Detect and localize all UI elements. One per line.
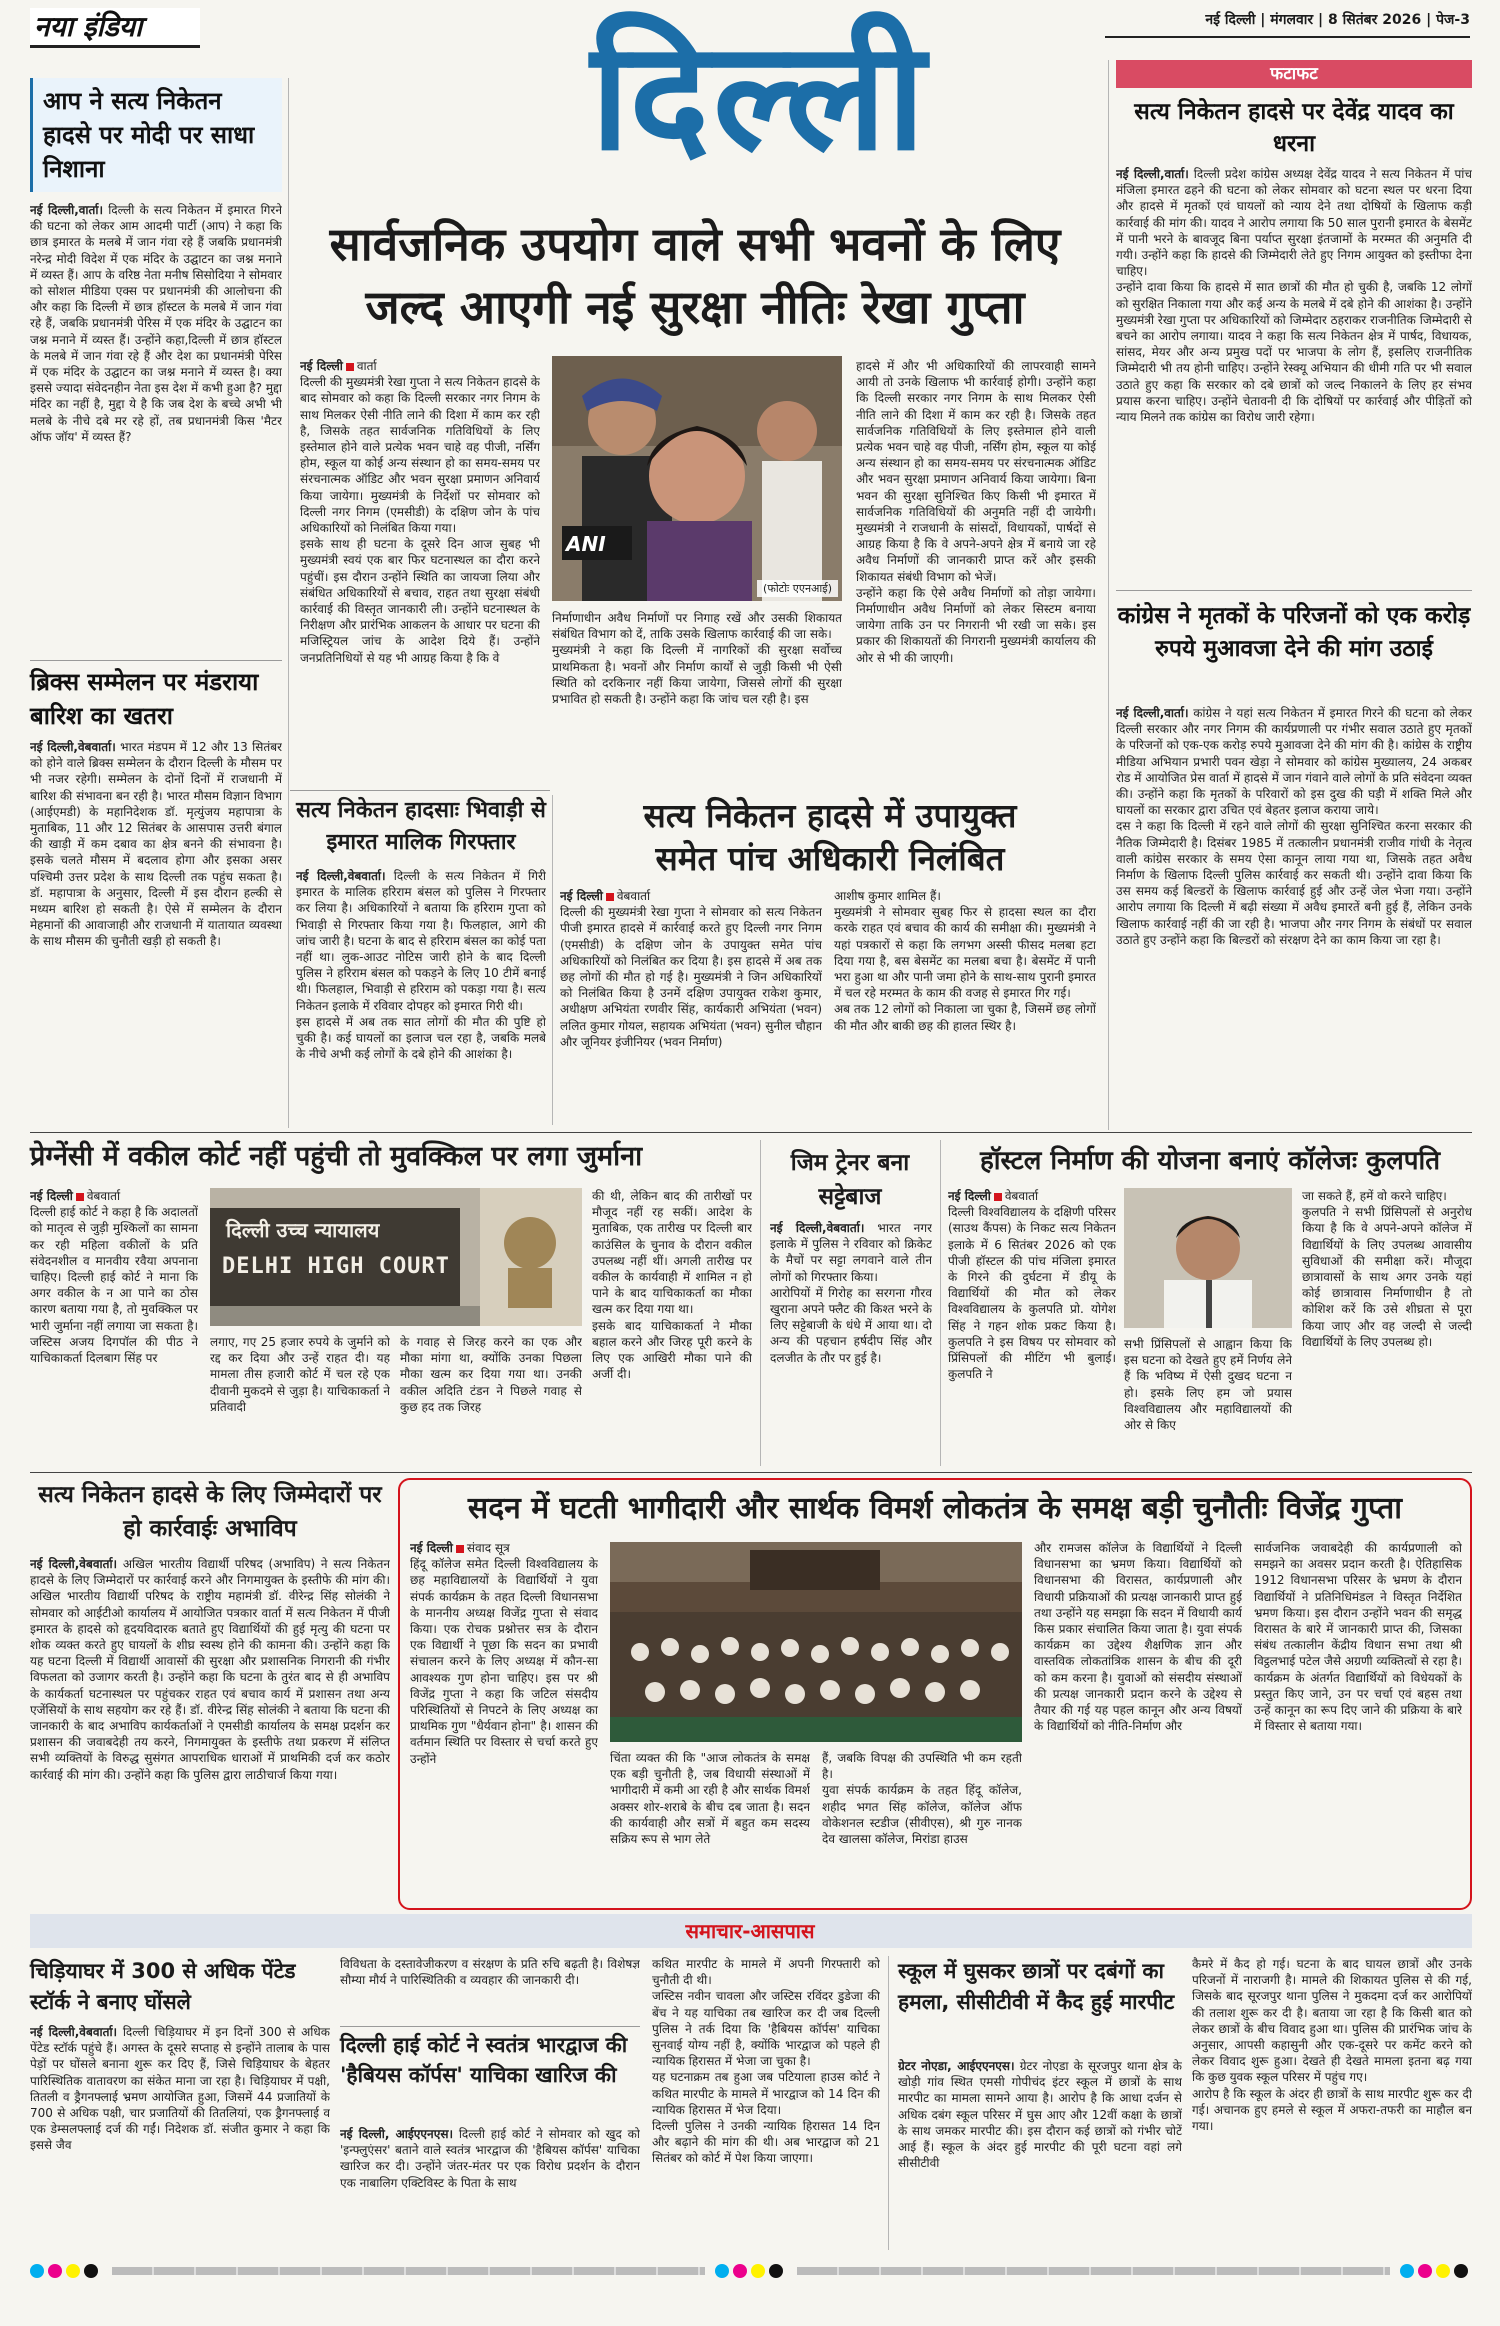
ani-badge: ANI [566, 532, 606, 556]
lead-col-2-text: निर्माणाधीन अवैध निर्माणों पर निगाह रखें और उसकी शिकायत संबंधित विभाग को दें, ताकि उसके खिलाफ कार्रवाई की जा सके। मुख्यमंत्री ने कहा कि दिल्ली में नागरिकों की सुरक्षा सर्वोच्च प्राथमिकता है। भवनों और निर्माण कार्यों से जुड़ी किसी भी ऐसी स्थिति को दरकिनार नहीं किया जायेगा, जिससे लोगों की सुरक्षा प्रभावित हो सकती है। उन्होंने कहा कि जांच चल रही है। इस [552, 611, 842, 707]
hostel-col-2-text: सभी प्रिंसिपलों से आह्वान किया कि इस घटना को देखते हुए हमें निर्णय लेने हैं कि भविष्य में ऐसी दुखद घटना न हो। इसके लिए हम जो प्रयास विश्वविद्यालय और महाविद्यालयों की ओर से किए [1124, 1337, 1292, 1433]
vijender-col-4 [1034, 1540, 1242, 1902]
suspended-col-2 [834, 888, 1096, 1126]
bhiwadi-headline: सत्य निकेतन हादसाः भिवाड़ी से इमारत मालिक गिरफ्तार [296, 798, 546, 855]
lead-col-3 [856, 358, 1096, 788]
court-col-1-text: दिल्ली हाई कोर्ट ने कहा है कि अदालतों को मातृत्व से जुड़ी मुश्किलों का सामना कर रही महिला वकीलों के प्रति संवेदनशील व मानवीय रवैया अपनाना चाहिए। दिल्ली हाई कोर्ट ने माना कि अगर वकील के न आ पाने का ठोस कारण बताया गया है, तो मुवक्किल पर भारी जुर्माना नहीं लगाया जा सकता है। जस्टिस अजय दिगपॉल की पीठ ने याचिकाकर्ता दिलबाग सिंह पर [30, 1205, 198, 1366]
congress-body: कांग्रेस ने यहां सत्य निकेतन में इमारत गिरने की घटना को लेकर दिल्ली सरकार और नगर निगम की कार्यप्रणाली पर गंभीर सवाल उठाते हुए मृतकों के परिजनों को एक-एक करोड़ रुपये मुआवजा देने की मांग की है। कांग्रेस के राष्ट्रीय मीडिया अभियान प्रभारी पवन खेड़ा ने सोमवार को कांग्रेस मुख्यालय, 24 अकबर रोड में आयोजित प्रेस वार्ता में हादसे में जान गंवाने वाले लोगों के प्रति संवेदना व्यक्त की। उन्होंने कहा कि मृतकों के परिवारों को इस दुख की घड़ी में शक्ति मिले और घायलों का सरकार द्वारा उचित एवं बेहतर इलाज कराया जाये। दस ने कहा कि दिल्ली में रहने वाले लोगों की सुरक्षा सुनिश्चित करना सरकार की नैतिक जिम्मेदारी है। दिसंबर 1985 में तत्कालीन प्रधानमंत्री राजीव गांधी के नेतृत्व वाली कांग्रेस सरकार के समय ऐसा कानून लाया गया था, जिसके तहत अवैध निर्माण के खिलाफ दिल्ली पुलिस कार्रवाई कर सकती थी। उन्होंने दावा किया कि उस समय कई बिल्डरों के खिलाफ कार्रवाई हुई और उन्हें जेल भेजा गया। उन्होंने आरोप लगाया कि दिल्ली में बढ़ी संख्या में अवैध इमारतें बनी हुई हैं, लेकिन उनके खिलाफ कार्रवाई नहीं की जा रही है। भाजपा और नगर निगम के संबंधों पर सवाल उठाते हुए उन्होंने कहा कि बिल्डरों को संरक्षण देने का काम किया जा रहा है। [1116, 706, 1472, 947]
lead-agency: वार्ता [356, 359, 377, 373]
hostel-col-3 [1302, 1188, 1472, 1466]
aaspaas-divider [888, 1956, 889, 2250]
school-body: ग्रेटर नोएडा के सूरजपुर थाना क्षेत्र के खोड़ी गांव स्थित एमसी गोपीचंद इंटर स्कूल में छात्रों के साथ मारपीट का मामला सामने आया है। आरोप है कि आधा दर्जन से अधिक दबंग स्कूल परिसर में घुस आए और 12वीं कक्षा के छात्रों के साथ जमकर मारपीट की। इस दौरान कई छात्रों को गंभीर चोटें आई हैं। स्कूल के अंदर हुई मारपीट की पूरी घटना वहां लगे सीसीटीवी [898, 2059, 1182, 2171]
school-byline: ग्रेटर नोएडा, आईएएनएस। [898, 2059, 1015, 2073]
fatafat-box [1116, 60, 1472, 1126]
magenta-dot-icon [1418, 2264, 1432, 2278]
magenta-dot-icon [48, 2264, 62, 2278]
vijender-col-1-text: हिंदू कॉलेज समेत दिल्ली विश्वविद्यालय के छह महाविद्यालयों के विद्यार्थियों ने युवा संपर्क कार्यक्रम के तहत दिल्ली विधानसभा के माननीय अध्यक्ष विजेंद्र गुप्ता से संवाद किया। एक रोचक प्रश्नोत्तर सत्र के दौरान एक विद्यार्थी ने पूछा कि सदन का प्रभावी संचालन करने के लिए अध्यक्ष में कौन-सा आवश्यक गुण होना चाहिए। इस पर श्री विजेंद्र गुप्ता ने कहा कि जटिल संसदीय परिस्थितियों से निपटने के लिए अध्यक्ष का प्राथमिक गुण "धैर्यवान होना" है। शासन की वर्तमान स्थिति पर विस्तार से चर्चा करते हुए उन्होंने [410, 1557, 598, 1766]
suspended-col-2-text: आशीष कुमार शामिल हैं। मुख्यमंत्री ने सोमवार सुबह फिर से हादसा स्थल का दौरा करके राहत एवं बचाव की कार्य की समीक्षा की। मुख्यमंत्री ने यहां पत्रकारों से कहा कि लगभग अस्सी फीसद मलबा हटा दिया गया है, बस बेसमेंट का मलबा बचा है। बेसमेंट में पानी भरा हुआ था और पानी जमा होने के साथ-साथ पुरानी इमारत में चल रहे मरम्मत के काम की वजह से इमारत गिर गई। अब तक 12 लोगों को निकाला जा चुका है, जिसमें छह लोगों की मौत और बाकी छह की हालत स्थिर है। [834, 889, 1096, 1033]
hostel-col-3-text: जा सकते हैं, हमें वो करने चाहिए। कुलपति ने सभी प्रिंसिपलों से अनुरोध किया है कि वे अपने-अपने कॉलेज में विद्यार्थियों के लिए उपलब्ध आवासीय सुविधाओं की समीक्षा करें। मौजूदा छात्रावासों के साथ अगर उनके यहां कोई छात्रावास निर्माणाधीन है तो कोशिश करें कि उसे शीघ्रता से पूरा किया जाए और वह जल्दी से जल्दी विद्यार्थियों के लिए उपलब्ध हो। [1302, 1189, 1472, 1349]
vijender-col-3-text: हैं, जबकि विपक्ष की उपस्थिति भी कम रहती है। युवा संपर्क कार्यक्रम के तहत हिंदू कॉलेज, शहीद भगत सिंह कॉलेज, कॉलेज ऑफ वोकेशनल स्टडीज (सीवीएस), श्री गुरु नानक देव खालसा कॉलेज, मिरांडा हाउस [822, 1751, 1022, 1847]
vijender-col-1 [410, 1540, 598, 1902]
zoo-body-wrap [30, 2024, 330, 2250]
paper-logo-text: नया इंडिया [34, 10, 143, 43]
court-col-3-text: के गवाह से जिरह करने का एक और मौका मांगा था, क्योंकि उनका पिछला मौका खत्म कर दिया गया था। उनकी वकील अदिति टंडन ने पिछले गवाह से कुछ हद तक जिरह [400, 1335, 582, 1414]
suspended-agency: वेबवार्ता [616, 889, 651, 903]
school-col-2-text: कैमरे में कैद हो गई। घटना के बाद घायल छात्रों और उनके परिजनों में नाराजगी है। मामले की शिकायत पुलिस से की गई, जिसके बाद सूरजपुर थाना पुलिस ने मुकदमा दर्ज कर आरोपियों की तलाश शुरू कर दी है। बताया जा रहा है कि किसी बात को लेकर छात्रों के बीच विवाद हुआ था। पुलिस की प्रारंभिक जांच के अनुसार, आपसी कहासुनी और एक-दूसरे पर कमेंट करने को लेकर विवाद शुरू हुआ। देखते ही देखते मामला इतना बढ़ गया कि कुछ युवक स्कूल परिसर में पहुंच गए। आरोप है कि स्कूल के अंदर ही छात्रों के साथ मारपीट शुरू कर दी गई। अचानक हुए हमले से स्कूल में अफरा-तफरी का माहौल बन गया। [1192, 1957, 1472, 2134]
registration-strip [112, 2267, 705, 2275]
red-square-icon [456, 1545, 464, 1553]
red-square-icon [994, 1193, 1002, 1201]
registration-bar [30, 2262, 1472, 2280]
abvp-body: अखिल भारतीय विद्यार्थी परिषद (अभाविप) ने सत्य निकेतन हादसे के लिए जिम्मेदारों पर कार्रवाई करने और निगमायुक्त के इस्तीफे की मांग की। अखिल भारतीय विद्यार्थी परिषद के राष्ट्रीय महामंत्री डॉ. वीरेन्द्र सिंह सोलंकी ने सोमवार को आईटीओ कार्यालय में आयोजित पत्रकार वार्ता में सत्य निकेतन में पीजी इमारत के हादसे को हृदयविदारक बताते हुए विद्यार्थियों की हुई मृत्यु की घटना पर शोक व्यक्त करते हुए घायलों के शीघ्र स्वस्थ होने की कामना की। उन्होंने कहा कि यह घटना दिल्ली में विद्यार्थी आवासों की सुरक्षा और प्रशासनिक निगरानी की गंभीर विफलता को उजागर करती है। उन्होंने कहा कि घटना के तुरंत बाद से ही अभाविप के कार्यकर्ता घटनास्थल पर पहुंचकर राहत एवं बचाव कार्य में प्रशासन तथा अन्य एजेंसियों के साथ सहयोग कर रहे हैं। डॉ. वीरेन्द्र सिंह सोलंकी ने बताया कि घटना की जानकारी के बाद अभाविप कार्यकर्ताओं ने एमसीडी कार्यालय के समक्ष प्रदर्शन कर प्रशासन की जवाबदेही तय करने, निगमायुक्त के इस्तीफे तथा प्रकरण में संलिप्त सभी व्यक्तियों के विरुद्ध सुसंगत आपराधिक धाराओं में प्राथमिकी दर्ज कर कठोर कार्रवाई की मांग की। उन्होंने कहा कि पुलिस द्वारा लाठीचार्ज किया गया। [30, 1557, 390, 1782]
left-top-headline: आप ने सत्य निकेतन हादसे पर मोदी पर साधा निशाना [30, 78, 282, 192]
dateline: नई दिल्ली | मंगलवार | 8 सितंबर 2026 | पेज-3 [1205, 12, 1470, 28]
school-col-2 [1192, 1956, 1472, 2250]
suspended-byline: नई दिल्ली [560, 889, 603, 903]
lead-col-1-text: दिल्ली की मुख्यमंत्री रेखा गुप्ता ने सत्य निकेतन हादसे के बाद सोमवार को कहा कि दिल्ली सरकार नगर निगम के साथ मिलकर ऐसी नीति लाने की दिशा में काम कर रही है, जिसके तहत सार्वजनिक गतिविधियों के लिए इस्तेमाल होने वाले प्रत्येक भवन चाहे वह पीजी, नर्सिंग होम, स्कूल या कोई अन्य संस्थान हो का समय-समय पर संरचनात्मक ऑडिट और भवन सुरक्षा प्रमाणन अनिवार्य किया जायेगा। मुख्यमंत्री के निर्देशों पर सोमवार को दिल्ली नगर निगम (एमसीडी) के दक्षिण जोन के पांच अधिकारियों को निलंबित किया गया। इसके साथ ही घटना के दूसरे दिन आज सुबह भी मुख्यमंत्री स्वयं एक बार फिर घटनास्थल का दौरा करने पहुंचीं। इस दौरान उन्होंने स्थिति का जायजा लिया और संबंधित अधिकारियों से बचाव, राहत तथा सुरक्षा संबंधी कार्रवाई की विस्तृत जानकारी ली। उन्होंने घटनास्थल के निरीक्षण और प्रारंभिक आकलन के आधार पर घटना की मजिस्ट्रियल जांच के आदेश दिये हैं। उन्होंने जनप्रतिनिधियों से यह भी आग्रह किया है कि वे [300, 375, 540, 665]
fatafat-headline: सत्य निकेतन हादसे पर देवेंद्र यादव का धरना [1134, 99, 1454, 157]
hc-col-2-text: कथित मारपीट के मामले में अपनी गिरफ्तारी को चुनौती दी थी। जस्टिस नवीन चावला और जस्टिस रविंदर डुडेजा की बेंच ने यह याचिका तब खारिज कर दी जब दिल्ली पुलिस ने तर्क दिया कि 'हैबियस कॉर्पस' याचिका सुनवाई योग्य नहीं है, क्योंकि भारद्वाज को पहले ही न्यायिक हिरासत में भेजा जा चुका है। यह घटनाक्रम तब हुआ जब पटियाला हाउस कोर्ट ने कथित मारपीट के मामले में भारद्वाज को 14 दिन की न्यायिक हिरासत में भेज दिया। दिल्ली पुलिस ने उनकी न्यायिक हिरासत 14 दिन और बढ़ाने की मांग की थी। अब भारद्वाज को 21 सितंबर को कोर्ट में पेश किया जाएगा। [652, 1957, 880, 2166]
masthead-title: दिल्ली [590, 10, 930, 184]
bhiwadi-byline: नई दिल्ली,वेबवार्ता। [296, 869, 386, 883]
abvp-body-wrap [30, 1556, 390, 1906]
court-photo [210, 1188, 582, 1326]
yellow-dot-icon [1436, 2264, 1450, 2278]
vijender-byline: नई दिल्ली [410, 1541, 453, 1555]
left-top-divider [30, 660, 282, 661]
hc-byline: नई दिल्ली, आईएएनएस। [340, 2127, 453, 2141]
hc-body: दिल्ली हाई कोर्ट ने सोमवार को खुद को 'इन्फ्लुएंसर' बताने वाले स्वतंत्र भारद्वाज की 'हैबियस कॉर्पस' याचिका खारिज कर दी। उन्होंने जंतर-मंतर पर एक विरोध प्रदर्शन के दौरान एक नाबालिग एक्टिविस्ट के पिता के साथ [340, 2127, 640, 2190]
section-divider-2 [30, 1472, 1472, 1473]
vijender-col-4-text: और रामजस कॉलेज के विद्यार्थियों ने दिल्ली विधानसभा का भ्रमण किया। विद्यार्थियों को विधानसभा की विरासत, कार्यप्रणाली और विधायी प्रक्रियाओं की प्रत्यक्ष जानकारी प्राप्त हुई तथा उन्होंने यह समझा कि सदन में विधायी कार्य किस प्रकार संचालित किया जाता है। युवा संपर्क कार्यक्रम का उद्देश्य शैक्षणिक ज्ञान और वास्तविक लोकतांत्रिक शासन के बीच की दूरी को कम करना है। युवाओं को संसदीय संस्थाओं की प्रत्यक्ष जानकारी प्रदान करने के उद्देश्य से तैयार की गई यह पहल कानून और अन्य विषयों के विद्यार्थियों को नीति-निर्माण और [1034, 1541, 1242, 1734]
vijender-col-2 [610, 1750, 810, 1902]
bhiwadi-body-wrap [296, 868, 546, 1126]
court-sign-english: DELHI HIGH COURT [222, 1254, 450, 1279]
brics-body-wrap [30, 739, 282, 1099]
hostel-photo [1124, 1188, 1292, 1328]
vijender-col-5-text: सार्वजनिक जवाबदेही की कार्यप्रणाली को समझने का अवसर प्रदान करती है। ऐतिहासिक 1912 विधानसभा परिसर के भ्रमण के दौरान विद्यार्थियों ने प्रतिनिधिमंडल ने विस्तृत निर्देशित भ्रमण किया। इस दौरान उन्होंने भवन की समृद्ध विरासत के बारे में जानकारी प्राप्त की, जिसका संबंध तत्कालीन केंद्रीय विधान सभा तथा श्री विट्ठलभाई पटेल जैसे अग्रणी व्यक्तित्वों से रहा है। कार्यक्रम के अंतर्गत विद्यार्थियों को विधेयकों के प्रस्तुत किए जाने, उन पर चर्चा एवं बहस तथा उन्हें कानून का रूप दिए जाने की प्रक्रिया के बारे में विस्तार से बताया गया। [1254, 1541, 1462, 1734]
lead-col-2 [552, 610, 842, 790]
left-col-divider [288, 78, 289, 1128]
gym-body-wrap [770, 1220, 932, 1466]
court-agency: वेबवार्ता [86, 1189, 121, 1203]
left-top-body: दिल्ली के सत्य निकेतन में इमारत गिरने की घटना को लेकर आम आदमी पार्टी (आप) ने कहा कि छात्र इमारत के मलबे में जान गंवा रहे हैं जबकि प्रधानमंत्री नरेन्द्र मोदी विदेश में एक मंदिर के उद्घाटन का जश्न मनाने में व्यस्त हैं। आप के वरिष्ठ नेता मनीष सिसोदिया ने सोमवार को सोशल मीडिया एक्स पर प्रधानमंत्री की आलोचना की और कहा कि दिल्ली में छात्र हॉस्टल के मलबे में जान गंवा रहे हैं, जबकि प्रधानमंत्री पेरिस में एक मंदिर के उद्घाटन का जश्न मनाने में व्यस्त हैं। उन्होंने कहा,दिल्ली में छात्र हॉस्टल के मलबे में जान गंवा रहे हैं और देश का प्रधानमंत्री पेरिस में एक मंदिर के उद्घाटन का जश्न मनाने में व्यस्त है। क्या इससे ज्यादा संवेदनहीन नेता इस देश में कभी हुआ है? मुद्दा मंदिर का नहीं है, मुद्दा ये है कि जब देश के बच्चे अभी भी मलबे के नीचे दबे मर रहे हों, तब प्रधानमंत्री किस 'मैटर ऑफ जॉय' में व्यस्त हैं? [30, 203, 282, 444]
lead-col-1 [300, 358, 540, 788]
cyan-dot-icon [1400, 2264, 1414, 2278]
cyan-dot-icon [30, 2264, 44, 2278]
black-dot-icon [1454, 2264, 1468, 2278]
left-top-byline: नई दिल्ली,वार्ता। [30, 203, 104, 217]
lead-divider [290, 790, 550, 791]
court-col-2 [210, 1334, 390, 1466]
registration-strip [797, 2267, 1390, 2275]
zoo-body-2-text: विविधता के दस्तावेजीकरण व संरक्षण के प्रति रुचि बढ़ती है। विशेषज्ञ सौम्या मौर्य ने पारिस्थितिकी व व्यवहार की जानकारी दी। [340, 1957, 640, 1988]
hc-body-wrap [340, 2126, 640, 2250]
school-body-wrap [898, 2058, 1182, 2250]
hostel-col-1 [948, 1188, 1116, 1466]
right-col-divider [1108, 60, 1109, 1130]
zoo-body: दिल्ली चिड़ियाघर में इन दिनों 300 से अधिक पेंटेड स्टॉर्क पहुंचे हैं। अगस्त के दूसरे सप्ताह से इन्होंने तालाब के पास पेड़ों पर घोंसले बनाना शुरू कर दिए हैं, जिसे चिड़ियाघर के बेहतर पारिस्थितिक वातावरण का संकेत माना जा रहा है। चिड़ियाघर में पक्षी, तितली व ड्रैगनफ्लाई भ्रमण आयोजित हुआ, जिसमें 44 प्रजातियों के 700 से अधिक पक्षी, चार प्रजातियों की तितलियां, एक ड्रैगनफ्लाई व एक डेम्सलफ्लाई दर्ज की गईं। निदेशक डॉ. संजीत कुमार ने कहा कि इससे जैव [30, 2025, 330, 2153]
gym-byline: नई दिल्ली,वेबवार्ता। [770, 1221, 865, 1235]
court-headline: प्रेग्नेंसी में वकील कोर्ट नहीं पहुंची तो मुवक्किल पर लगा जुर्माना [30, 1141, 643, 1172]
court-col-4-text: की थी, लेकिन बाद की तारीखों पर मौजूद नहीं रह सकीं। आदेश के मुताबिक, एक तारीख पर दिल्ली बार काउंसिल के चुनाव के दौरान वकील उपलब्ध नहीं थीं। अगली तारीख पर वकील के कार्यवाही में शामिल न हो पाने के बाद याचिकाकर्ता का मौका खत्म कर दिया गया था। इसके बाद याचिकाकर्ता ने मौका बहाल करने और जिरह पूरी करने के लिए एक आखिरी मौका पाने की अर्जी दी। [592, 1189, 752, 1382]
bhiwadi-divider [552, 795, 553, 1125]
vijender-headline: सदन में घटती भागीदारी और सार्थक विमर्श लोकतंत्र के समक्ष बड़ी चुनौतीः विजेंद्र गुप्ता [467, 1491, 1403, 1526]
vijender-agency: संवाद सूत्र [466, 1541, 510, 1555]
fatafat-divider [1116, 590, 1472, 591]
hostel-col-1-text: दिल्ली विश्वविद्यालय के दक्षिणी परिसर (साउथ कैंपस) के निकट सत्य निकेतन इलाके में 6 सितंबर 2026 को एक पीजी हॉस्टल की पांच मंजिला इमारत के गिरने की दुर्घटना में डीयू के विद्यार्थियों की मौत को लेकर विश्वविद्यालय के कुलपति प्रो. योगेश सिंह ने गहन शोक प्रकट किया है। कुलपति ने इस विषय पर सोमवार को प्रिंसिपलों की मीटिंग भी बुलाई। कुलपति ने [948, 1205, 1116, 1382]
school-headline: स्कूल में घुसकर छात्रों पर दबंगों का हमला, सीसीटीवी में कैद हुई मारपीट [898, 1959, 1175, 2014]
paper-logo [30, 8, 200, 48]
lead-photo [552, 356, 842, 601]
gym-divider [940, 1140, 941, 1466]
lead-headline-1: सार्वजनिक उपयोग वाले सभी भवनों के लिए [329, 217, 1061, 271]
brics-headline: ब्रिक्स सम्मेलन पर मंडराया बारिश का खतरा [30, 668, 259, 730]
bhiwadi-body: दिल्ली के सत्य निकेतन में गिरी इमारत के मालिक हरिराम बंसल को पुलिस ने गिरफ्तार कर लिया है। अधिकारियों ने बताया कि हरिराम गुप्ता को भिवाड़ी से गिरफ्तार किया गया है। फिलहाल, आगे की जांच जारी है। घटना के बाद से हरिराम बंसल का कोई पता नहीं था। लुक-आउट नोटिस जारी होने के बाद दिल्ली पुलिस ने हरिराम बंसल को पकड़ने के लिए 10 टीमें बनाई थी। फिलहाल, भिवाड़ी से हरिराम को पकड़ा गया है। सत्य निकेतन इलाके में रविवार दोपहर को इमारत गिरी थी। इस हादसे में अब तक सात लोगों की मौत की पुष्टि हो चुकी है। कई घायलों का इलाज चल रहा है, जबकि मलबे के नीचे अभी कई लोगों के दबे होने की आशंका है। [296, 869, 546, 1062]
suspended-col-1-text: दिल्ली की मुख्यमंत्री रेखा गुप्ता ने सोमवार को सत्य निकेतन पीजी इमारत हादसे में कार्रवाई करते हुए दिल्ली नगर निगम (एमसीडी) के दक्षिण जोन के उपायुक्त समेत पांच अधिकारियों को निलंबित कर दिया है। इस हादसे में अब तक छह लोगों की मौत हो गई है। मुख्यमंत्री ने जिन अधिकारियों को निलंबित किया है उनमें दक्षिण उपायुक्त राकेश कुमार, अधीक्षण अभियंता रणवीर सिंह, कार्यकारी अभियंता (भवन) ललित कुमार गोयल, सहायक अभियंता (भवन) सुनील चौहान और जूनियर इंजीनियर (भवन निर्माण) [560, 905, 822, 1049]
zoo-headline: चिड़ियाघर में 300 से अधिक पेंटेड स्टॉर्क ने बनाए घोंसले [30, 1959, 296, 2014]
black-dot-icon [769, 2264, 783, 2278]
masthead-rule [1105, 36, 1470, 38]
left-top-body-wrap [30, 202, 282, 662]
aaspaas-section-title: समाचार-आसपास [685, 1919, 815, 1943]
abvp-headline: सत्य निकेतन हादसे के लिए जिम्मेदारों पर हो कार्रवाईः अभाविप [38, 1482, 382, 1542]
red-square-icon [606, 893, 614, 901]
congress-headline: कांग्रेस ने मृतकों के परिजनों को एक करोड़ रुपये मुआवजा देने की मांग उठाई [1117, 603, 1471, 662]
brics-body: भारत मंडपम में 12 और 13 सितंबर को होने वाले ब्रिक्स सम्मेलन के दौरान दिल्ली के मौसम पर भी नजर रहेगी। सम्मेलन के दोनों दिनों में राजधानी में बारिश की संभावना बन रही है। भारत मौसम विज्ञान विभाग (आईएमडी) के महानिदेशक डॉ. मृत्युंजय महापात्रा के मुताबिक, 11 और 12 सितंबर के आसपास उत्तरी बंगाल की खाड़ी में कम दबाव का क्षेत्र बनने की संभावना है। इसके चलते मौसम में बदलाव होगा और इसका असर पश्चिमी उत्तर प्रदेश के साथ दिल्ली तक पहुंच सकता है। डॉ. महापात्रा के अनुसार, दिल्ली में इस दौरान हल्की से मध्यम बारिश हो सकती है। ऐसे में सम्मेलन के दौरान मेहमानों की आवाजाही और राजधानी में यातायात व्यवस्था के साथ मौसम की चुनौती खड़ी हो सकती है। [30, 740, 282, 949]
gym-headline: जिम ट्रेनर बना सट्टेबाज [790, 1150, 910, 1210]
yellow-dot-icon [66, 2264, 80, 2278]
section-divider-1 [30, 1132, 1472, 1133]
fatafat-body-wrap [1116, 166, 1472, 572]
yellow-dot-icon [751, 2264, 765, 2278]
congress-byline: नई दिल्ली,वार्ता। [1116, 706, 1189, 720]
hostel-agency: वेबवार्ता [1004, 1189, 1039, 1203]
suspended-col-1 [560, 888, 822, 1126]
hostel-col-2 [1124, 1336, 1292, 1466]
suspended-headline-2: समेत पांच अधिकारी निलंबित [655, 839, 1005, 878]
gym-body: भारत नगर इलाके में पुलिस ने रविवार को क्रिकेट के मैचों पर सट्टा लगवाने वाले तीन लोगों को गिरफ्तार किया। आरोपियों में गिरोह का सरगना गौरव खुराना अपने फ्लैट की किश्त भरने के लिए सट्टेबाजी के धंधे में आया था। दो अन्य की पहचान हर्षदीप सिंह और दलजीत के तौर पर हुई है। [770, 1221, 932, 1365]
hc-col-2 [652, 1956, 880, 2250]
red-square-icon [346, 363, 354, 371]
fatafat-byline: नई दिल्ली,वार्ता। [1116, 167, 1189, 181]
court-col-3 [400, 1334, 582, 1466]
cyan-dot-icon [715, 2264, 729, 2278]
lead-headline-2: जल्द आएगी नई सुरक्षा नीतिः रेखा गुप्ता [365, 280, 1025, 334]
vijender-col-5 [1254, 1540, 1462, 1902]
red-square-icon [76, 1193, 84, 1201]
hostel-headline: हॉस्टल निर्माण की योजना बनाएं कॉलेजः कुलपति [979, 1146, 1441, 1176]
black-dot-icon [84, 2264, 98, 2278]
fatafat-body: दिल्ली प्रदेश कांग्रेस अध्यक्ष देवेंद्र यादव ने सत्य निकेतन में पांच मंजिला इमारत ढहने की घटना को लेकर सोमवार को घटना स्थल पर धरना दिया और हादसे में मृतकों एवं घायलों को न्याय देने तथा दोषियों के खिलाफ कड़ी कार्रवाई की मांग की। यादव ने आरोप लगाया कि 50 साल पुरानी इमारत के बेसमेंट में पानी भरने के बावजूद बिना पर्याप्त सुरक्षा इंतजामों के मरम्मत की अनुमति दी गयी। उन्होंने कहा कि हादसे की जिम्मेदारी लेते हुए निगम आयुक्त को इस्तीफा देना चाहिए। उन्होंने दावा किया कि हादसे में सात छात्रों की मौत हो चुकी है, जबकि 12 लोगों को सुरक्षित निकाला गया और कई अन्य के मलबे में दबे होने की आशंका है। उन्होंने मुख्यमंत्री रेखा गुप्ता पर अधिकारियों को जिम्मेदार ठहराकर राजनीतिक जिम्मेदारी से बचने का आरोप लगाया। यादव ने कहा कि सत्य निकेतन क्षेत्र में पार्षद, विधायक, सांसद, मेयर और अन्य प्रमुख पदों पर भाजपा के लोग हैं, इसलिए राजनीतिक जिम्मेदारी भी तय होनी चाहिए। उन्होंने रेस्क्यू अभियान की धीमी गति पर भी सवाल उठाते हुए कहा कि सरकार को दबे छात्रों को जल्द निकालने के लिए हर संभव प्रयास करना चाहिए। उन्होंने चेतावनी दी कि दोषियों पर कार्रवाई और पीड़ितों को न्याय मिलने तक कांग्रेस का विरोध जारी रहेगा। [1116, 167, 1472, 425]
vijender-photo [610, 1542, 1022, 1742]
lead-col-3-text: हादसे में और भी अधिकारियों की लापरवाही सामने आयी तो उनके खिलाफ भी कार्रवाई होगी। उन्होंने कहा कि दिल्ली सरकार नगर निगम के साथ मिलकर ऐसी नीति लाने की दिशा में काम कर रही है। जिसके तहत सार्वजनिक गतिविधियों के लिए इस्तेमाल होने वाली प्रत्येक भवन चाहे वह पीजी, नर्सिंग होम, स्कूल या कोई अन्य संस्थान हो का समय-समय पर संरचनात्मक ऑडिट और भवन सुरक्षा प्रमाणन अनिवार्य किया जायेगा। बिना भवन की सुरक्षा सुनिश्चित किए किसी भी इमारत में सार्वजनिक गतिविधियों की अनुमति नहीं दी जायेगी। मुख्यमंत्री ने राजधानी के सांसदों, विधायकों, पार्षदों से आग्रह किया है कि वे अपने-अपने क्षेत्र में बनाये जा रहे अवैध निर्माणों की जानकारी प्राप्त करें और इसकी शिकायत संबंधी विभाग को भेजें। उन्होंने कहा कि ऐसे अवैध निर्माणों को तोड़ा जायेगा। निर्माणाधीन अवैध निर्माणों को लेकर सिस्टम बनाया जायेगा ताकि उन पर निगरानी भी रखी जा सके। इस प्रकार की शिकायतों की निगरानी मुख्यमंत्री कार्यालय की ओर से भी की जाएगी। [856, 359, 1096, 665]
court-col-2-text: लगाए, गए 25 हजार रुपये के जुर्माने को रद्द कर दिया और उन्हें राहत दी। यह मामला तीस हजारी कोर्ट में चल रहे एक दीवानी मुकदमे से जुड़ा है। याचिकाकर्ता ने प्रतिवादी [210, 1335, 390, 1414]
left-top-box [30, 78, 282, 658]
vijender-col-3 [822, 1750, 1022, 1902]
court-col-1 [30, 1188, 198, 1466]
court-divider [760, 1140, 761, 1466]
lead-photo-caption: (फोटोः एएनआई) [757, 580, 838, 597]
brics-byline: नई दिल्ली,वेबवार्ता। [30, 740, 116, 754]
fatafat-section-tab: फटाफट [1116, 60, 1472, 88]
lead-byline: नई दिल्ली [300, 359, 343, 373]
court-sign-hindi: दिल्ली उच्च न्यायालय [226, 1218, 380, 1242]
magenta-dot-icon [733, 2264, 747, 2278]
zoo-body-2 [340, 1956, 640, 2022]
court-byline: नई दिल्ली [30, 1189, 73, 1203]
brics-box [30, 665, 282, 1125]
abvp-byline: नई दिल्ली,वेबवार्ता। [30, 1557, 118, 1571]
vijender-col-2-text: चिंता व्यक्त की कि "आज लोकतंत्र के समक्ष एक बड़ी चुनौती है, जब विधायी संस्थाओं में भागीदारी में कमी आ रही है और सार्थक विमर्श अक्सर शोर-शराबे के बीच दब जाता है। सदन की कार्यवाही और सत्रों में बहुत कम सदस्य सक्रिय रूप से भाग लेते [610, 1751, 810, 1847]
court-col-4 [592, 1188, 752, 1466]
hc-headline: दिल्ली हाई कोर्ट ने स्वतंत्र भारद्वाज की 'हैबियस कॉर्पस' याचिका खारिज की [340, 2033, 628, 2087]
hc-divider [340, 2026, 640, 2027]
zoo-byline: नई दिल्ली,वेबवार्ता। [30, 2025, 118, 2039]
congress-body-wrap [1116, 705, 1472, 1123]
suspended-headline-1: सत्य निकेतन हादसे में उपायुक्त [643, 796, 1017, 835]
hostel-byline: नई दिल्ली [948, 1189, 991, 1203]
